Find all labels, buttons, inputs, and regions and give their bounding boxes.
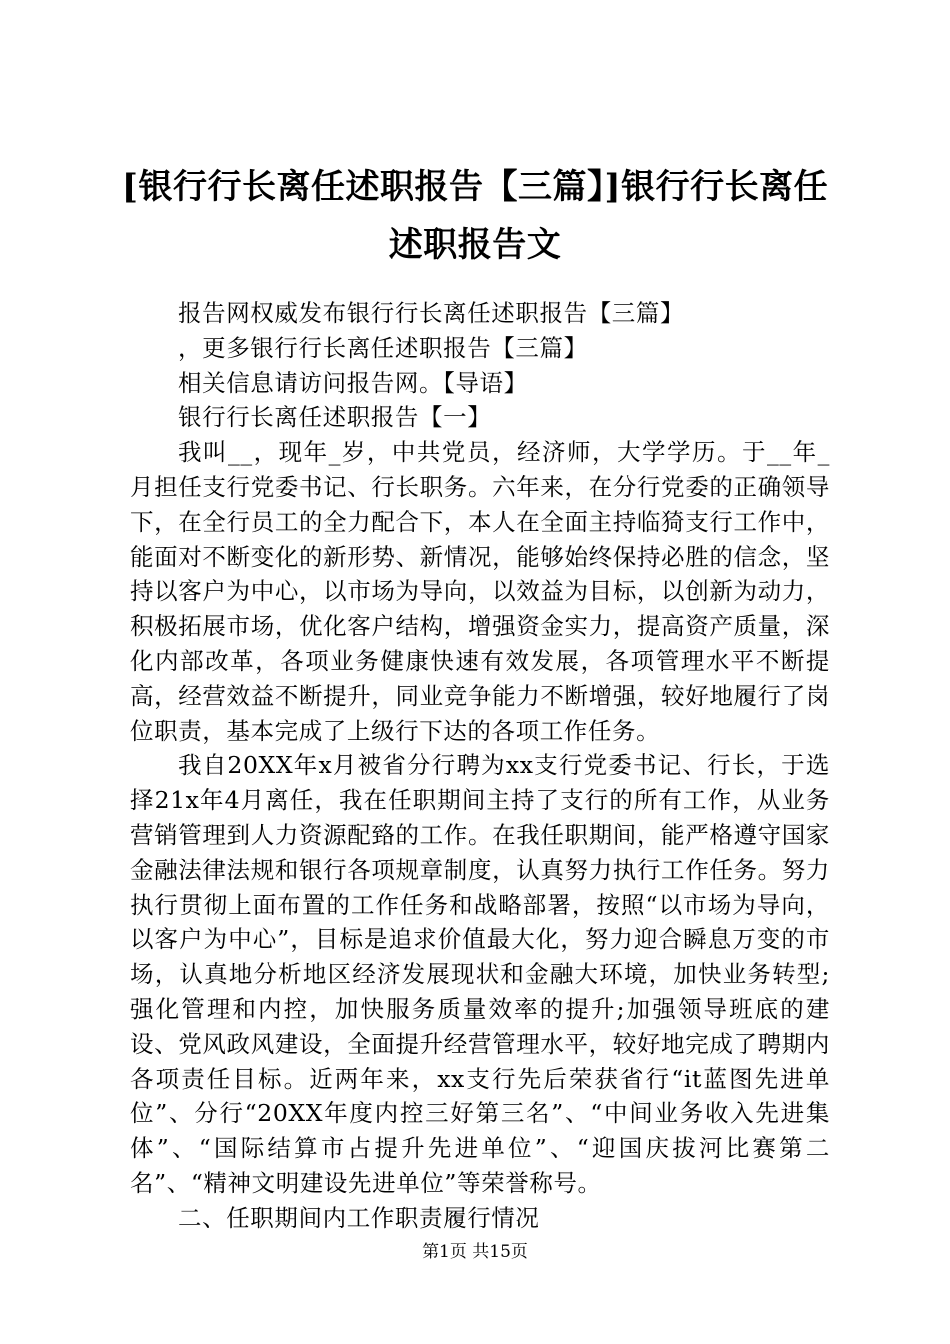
intro-line-3: 相关信息请访问报告网。【导语】 [178,368,528,397]
section-two-heading: 二、任职期间内工作职责履行情况 [178,1203,540,1232]
paragraph-2: 我自20XX年x月被省分行聘为xx支行党委书记、行长，于选择21x年4月离任，我在任职期间主持了支行的所有工作，从业务营销管理到人力资源配臵的工作。在我任职期间，能严格遵守国家金融法律法规和银行各项规章制度，认真努力执行工作任务。努力执行贯彻上面布置的工作任务和战略部署，按照“以市场为导向，以客户为中心”，目标是追求价值最大化，努力迎合瞬息万变的市场，认真地分析地区经济发展现状和金融大环境，加快业务转型;强化管理和内控，加快服务质量效率的提升;加强领导班底的建设、党风政风建设，全面提升经营管理水平，较好地完成了聘期内各项责任目标。近两年来，xx支行先后荣获省行“it蓝图先进单位”、分行“20XX年度内控三好第三名”、“中间业务收入先进集体”、“国际结算市占提升先进单位”、“迎国庆拔河比赛第二名”、“精神文明建设先进单位”等荣誉称号。 [130,751,830,1197]
intro-line-1: 报告网权威发布银行行长离任述职报告【三篇】 [178,299,685,327]
section-one-heading: 银行行长离任述职报告【一】 [178,403,492,432]
document-body [130,296,830,1236]
document-title: [银行行长离任述职报告【三篇】]银行行长离任述职报告文 [121,167,829,265]
page-number: 第1页 共15页 [422,1242,528,1262]
paragraph-1: 我叫__，现年_岁，中共党员，经济师，大学学历。于__年_月担任支行党委书记、行长职务。六年来，在分行党委的正确领导下，在全行员工的全力配合下，本人在全面主持临猗支行工作中，能面对不断变化的新形势、新情况，能够始终保持必胜的信念，坚持以客户为中心，以市场为导向，以效益为目标，以创新为动力，积极拓展市场，优化客户结构，增强资金实力，提高资产质量，深化内部改革，各项业务健康快速有效发展，各项管理水平不断提高，经营效益不断提升，同业竞争能力不断增强，较好地履行了岗位职责，基本完成了上级行下达的各项工作任务。 [130,438,830,745]
intro-line-2: ，更多银行行长离任述职报告【三篇】 [178,333,588,362]
